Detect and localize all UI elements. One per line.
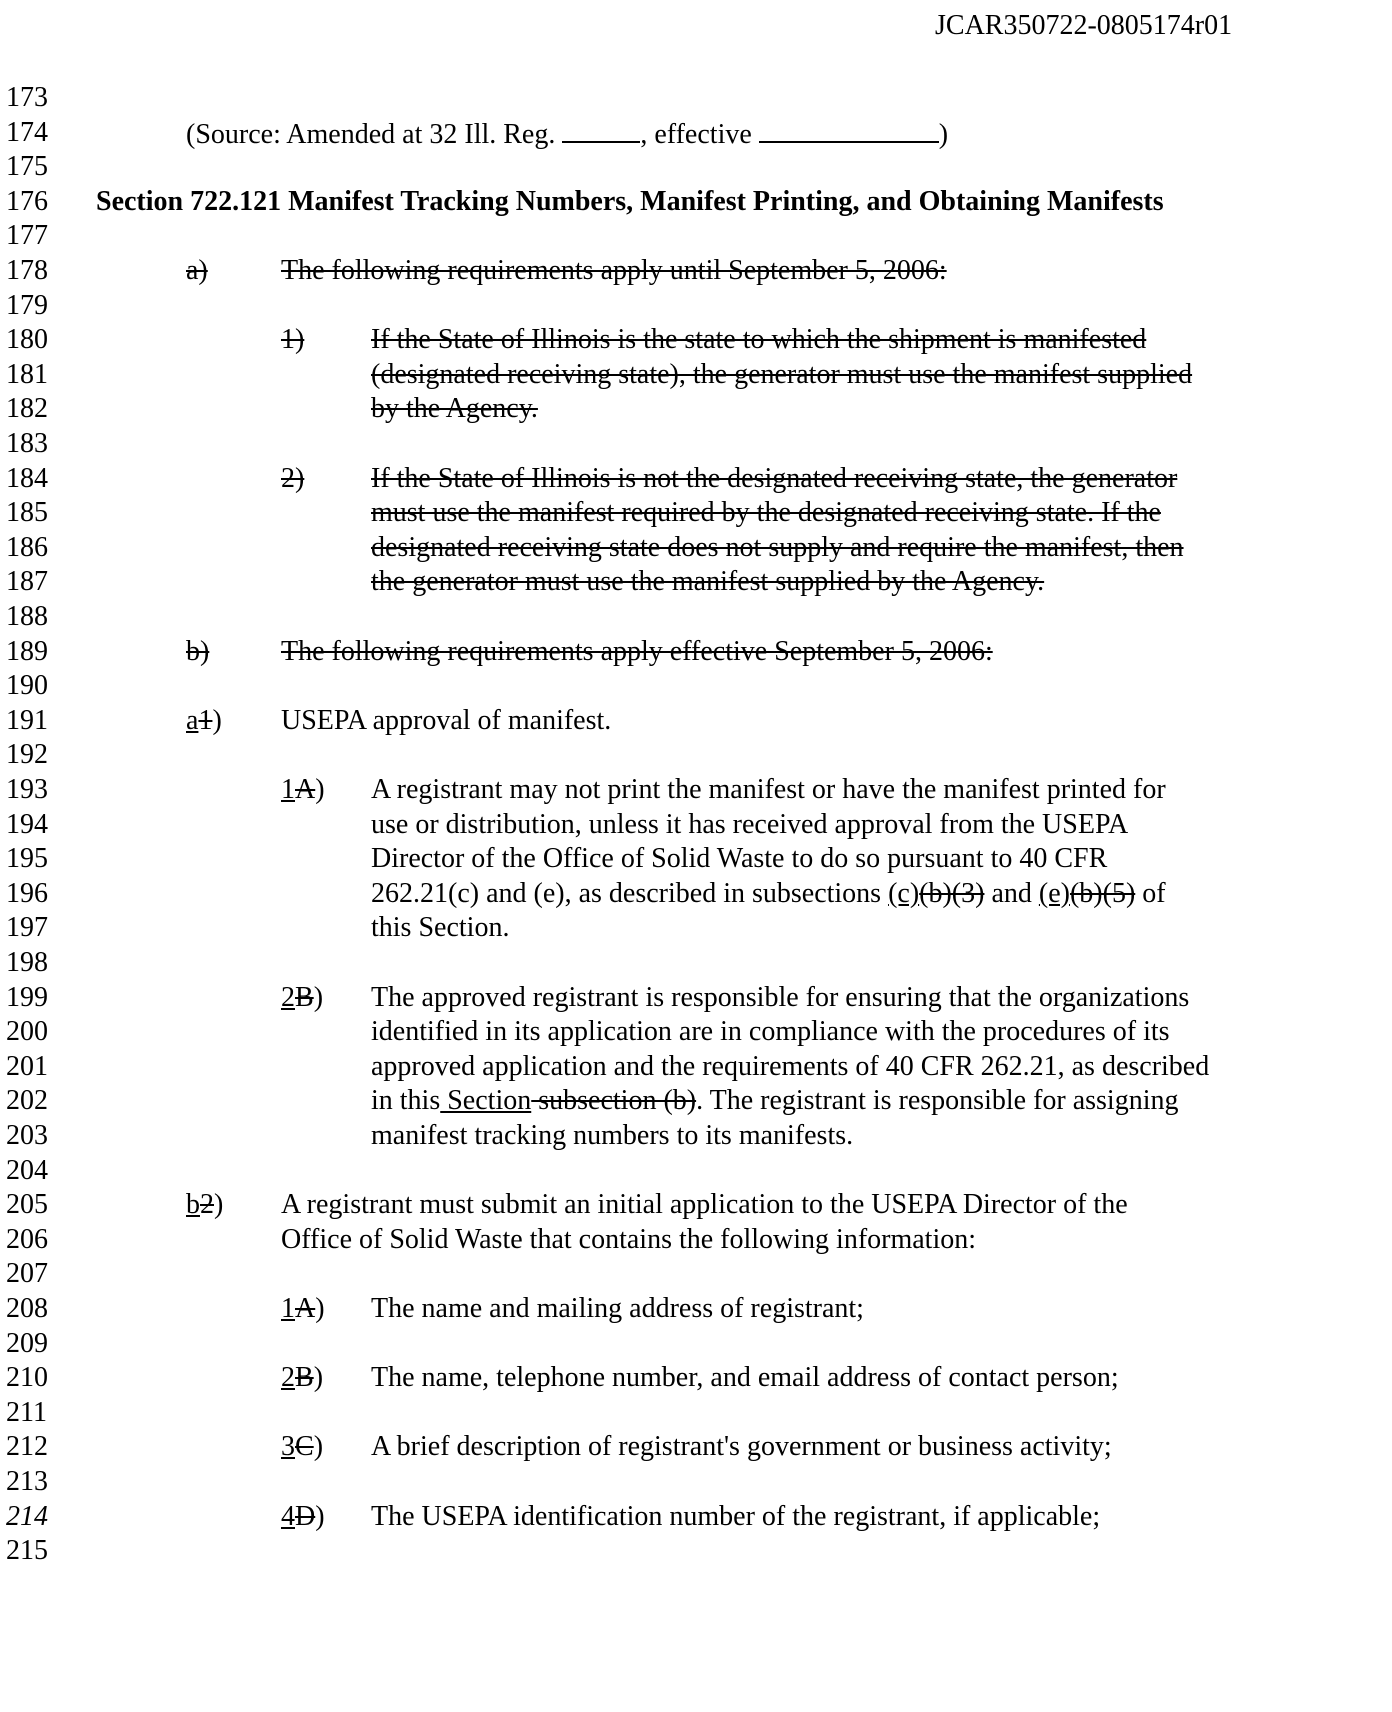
document-line bbox=[0, 1258, 1392, 1294]
text-run: The approved registrant is responsible for ensuring that the organizations bbox=[371, 981, 1190, 1013]
text-run: ) bbox=[313, 981, 324, 1013]
line-number: 192 bbox=[6, 739, 48, 771]
text-run: A registrant must submit an initial application to the USEPA Director of the bbox=[281, 1189, 1128, 1221]
line-text bbox=[371, 912, 509, 944]
text-run: use or distribution, unless it has received approval from the USEPA bbox=[371, 808, 1129, 840]
deleted-text: must use the manifest required by the designated receiving state. If the bbox=[371, 497, 1161, 529]
line-text bbox=[371, 566, 1044, 598]
document-line bbox=[0, 809, 1392, 845]
document-line bbox=[0, 1431, 1392, 1467]
line-text bbox=[281, 705, 611, 737]
document-line bbox=[0, 393, 1392, 429]
line-number: 210 bbox=[6, 1362, 48, 1394]
line-text bbox=[371, 1501, 1100, 1533]
text-run: approved application and the requirements of 40 CFR 262.21, as described bbox=[371, 1050, 1210, 1082]
deleted-text: 2) bbox=[281, 462, 305, 494]
line-text bbox=[281, 255, 947, 287]
inserted-text: b bbox=[186, 1189, 200, 1221]
document-line bbox=[0, 774, 1392, 810]
line-number: 191 bbox=[6, 704, 48, 736]
deleted-text: C bbox=[295, 1431, 314, 1463]
line-number: 180 bbox=[6, 324, 48, 356]
document-line bbox=[0, 1155, 1392, 1191]
line-number: 206 bbox=[6, 1223, 48, 1255]
line-text bbox=[371, 1362, 1119, 1394]
line-number: 215 bbox=[6, 1535, 48, 1567]
line-number: 174 bbox=[6, 116, 48, 148]
document-line bbox=[0, 186, 1392, 222]
line-text bbox=[281, 324, 304, 356]
line-text bbox=[371, 497, 1161, 529]
line-text bbox=[281, 774, 325, 806]
line-number: 182 bbox=[6, 393, 48, 425]
line-number: 194 bbox=[6, 808, 48, 840]
deleted-text: B bbox=[295, 981, 314, 1013]
line-number: 199 bbox=[6, 981, 48, 1013]
line-number: 190 bbox=[6, 670, 48, 702]
inserted-text: 2 bbox=[281, 1362, 295, 1394]
deleted-text: The following requirements apply until September 5, 2006: bbox=[281, 255, 947, 286]
inserted-text: 2 bbox=[281, 981, 295, 1013]
text-run: Director of the Office of Solid Waste to do so pursuant to 40 CFR bbox=[371, 843, 1108, 875]
line-number: 214 bbox=[6, 1500, 48, 1532]
deleted-text: the generator must use the manifest supplied by the Agency. bbox=[371, 566, 1045, 598]
deleted-text: 1) bbox=[281, 324, 305, 356]
line-number: 185 bbox=[6, 497, 48, 529]
line-number: 202 bbox=[6, 1085, 48, 1117]
document-line bbox=[0, 1535, 1392, 1571]
document-line bbox=[0, 947, 1392, 983]
deleted-text: (b)(5) bbox=[1069, 877, 1136, 909]
document-line bbox=[0, 566, 1392, 602]
line-text bbox=[371, 532, 1184, 564]
line-text bbox=[281, 1293, 325, 1325]
line-text bbox=[281, 1431, 323, 1463]
text-run: . The registrant is responsible for assigning bbox=[696, 1085, 1179, 1117]
text-run: Section 722.121 Manifest Tracking Numbers, Manifest Printing, and Obtaining Manifests bbox=[96, 185, 1164, 217]
line-number: 189 bbox=[6, 635, 48, 667]
line-text bbox=[186, 705, 222, 737]
document-line bbox=[0, 705, 1392, 741]
text-run: identified in its application are in compliance with the procedures of its bbox=[371, 1016, 1170, 1048]
text-run: USEPA approval of manifest. bbox=[281, 704, 612, 736]
document-line bbox=[0, 463, 1392, 499]
document-line bbox=[0, 982, 1392, 1018]
document-line bbox=[0, 1189, 1392, 1225]
text-run: ) bbox=[315, 1293, 325, 1324]
inserted-text: (c) bbox=[888, 877, 920, 909]
line-text bbox=[371, 878, 1166, 910]
line-number: 203 bbox=[6, 1120, 48, 1151]
text-run: ) bbox=[212, 704, 222, 736]
line-number: 196 bbox=[6, 877, 48, 909]
text-run: and bbox=[984, 877, 1039, 909]
line-text bbox=[281, 982, 323, 1014]
deleted-text: B bbox=[295, 1362, 314, 1394]
document-line bbox=[0, 1016, 1392, 1052]
text-run: 262.21(c) and (e), as described in subsections bbox=[371, 877, 889, 909]
register-number-blank bbox=[562, 117, 640, 143]
line-text bbox=[186, 117, 948, 151]
text-run: ) bbox=[315, 774, 325, 805]
text-run: manifest tracking numbers to its manifests. bbox=[371, 1120, 854, 1151]
line-number: 173 bbox=[6, 82, 48, 113]
document-line bbox=[0, 532, 1392, 568]
line-text bbox=[371, 324, 1146, 356]
line-number: 200 bbox=[6, 1016, 48, 1048]
inserted-text: 4 bbox=[281, 1500, 295, 1532]
line-text bbox=[371, 982, 1189, 1014]
document-line bbox=[0, 1466, 1392, 1502]
line-number: 205 bbox=[6, 1189, 48, 1221]
line-text bbox=[281, 1224, 976, 1256]
line-number: 193 bbox=[6, 774, 48, 805]
document-line bbox=[0, 428, 1392, 464]
line-text bbox=[186, 1189, 223, 1221]
text-run: of bbox=[1135, 877, 1166, 909]
document-line bbox=[0, 151, 1392, 187]
text-run: in this bbox=[371, 1085, 441, 1117]
inserted-text: a bbox=[186, 704, 199, 736]
inserted-text: 1 bbox=[281, 774, 295, 805]
line-text bbox=[186, 255, 208, 287]
line-number: 207 bbox=[6, 1258, 48, 1290]
deleted-text: a) bbox=[186, 255, 208, 286]
deleted-text: A bbox=[295, 774, 316, 805]
deleted-text: designated receiving state does not supply and require the manifest, then bbox=[371, 531, 1184, 563]
document-line bbox=[0, 359, 1392, 395]
document-line bbox=[0, 1224, 1392, 1260]
line-number: 188 bbox=[6, 601, 48, 632]
document-line bbox=[0, 739, 1392, 775]
deleted-text: If the State of Illinois is the state to which the shipment is manifested bbox=[371, 324, 1147, 356]
deleted-text: D bbox=[295, 1500, 316, 1532]
line-number: 209 bbox=[6, 1327, 48, 1359]
line-number: 178 bbox=[6, 255, 48, 286]
document-line bbox=[0, 117, 1392, 153]
line-number: 213 bbox=[6, 1466, 48, 1497]
inserted-text: 1 bbox=[281, 1293, 295, 1324]
document-line bbox=[0, 1085, 1392, 1121]
document-line bbox=[0, 636, 1392, 672]
line-number: 204 bbox=[6, 1154, 48, 1186]
text-run: A brief description of registrant's government or business activity; bbox=[371, 1431, 1112, 1463]
document-line bbox=[0, 1328, 1392, 1364]
document-line bbox=[0, 601, 1392, 637]
document-line bbox=[0, 1051, 1392, 1087]
text-run: The name and mailing address of registrant; bbox=[371, 1293, 864, 1324]
line-text bbox=[371, 463, 1177, 495]
line-number: 186 bbox=[6, 531, 48, 563]
line-text bbox=[281, 463, 304, 495]
line-text bbox=[96, 186, 1164, 218]
line-number: 198 bbox=[6, 947, 48, 978]
deleted-text: 2 bbox=[200, 1189, 214, 1221]
document-id-header: JCAR350722-0805174r01 bbox=[935, 10, 1233, 41]
deleted-text: A bbox=[295, 1293, 316, 1324]
line-text bbox=[371, 843, 1107, 875]
deleted-text: The following requirements apply effective September 5, 2006: bbox=[281, 635, 993, 667]
line-number: 184 bbox=[6, 462, 48, 494]
document-line bbox=[0, 912, 1392, 948]
document-line bbox=[0, 290, 1392, 326]
effective-date-blank bbox=[759, 117, 939, 143]
document-line bbox=[0, 843, 1392, 879]
deleted-text: (b)(3) bbox=[919, 877, 985, 909]
line-text bbox=[281, 636, 993, 668]
text-run: The name, telephone number, and email address of contact person; bbox=[371, 1362, 1119, 1394]
text-run: , effective bbox=[640, 118, 759, 150]
line-text bbox=[371, 1293, 864, 1325]
line-text bbox=[371, 774, 1166, 806]
text-run: A registrant may not print the manifest or have the manifest printed for bbox=[371, 774, 1166, 805]
document-line bbox=[0, 1120, 1392, 1156]
text-run: (Source: Amended at 32 Ill. Reg. bbox=[186, 118, 563, 150]
document-line bbox=[0, 220, 1392, 256]
deleted-text: 1 bbox=[198, 704, 213, 736]
line-number: 175 bbox=[6, 151, 48, 183]
document-line bbox=[0, 1362, 1392, 1398]
text-run: ) bbox=[938, 118, 949, 150]
line-text bbox=[281, 1501, 325, 1533]
text-run: this Section. bbox=[371, 912, 510, 944]
deleted-text: If the State of Illinois is not the designated receiving state, the generator bbox=[371, 462, 1178, 494]
document-line bbox=[0, 255, 1392, 291]
document-line bbox=[0, 1293, 1392, 1329]
line-text bbox=[371, 393, 538, 425]
document-line bbox=[0, 1501, 1392, 1537]
line-text bbox=[281, 1362, 323, 1394]
text-run: ) bbox=[313, 1362, 324, 1394]
line-text bbox=[186, 636, 209, 668]
document-line bbox=[0, 670, 1392, 706]
line-text bbox=[371, 359, 1192, 391]
line-number: 181 bbox=[6, 358, 48, 390]
inserted-text: Section bbox=[440, 1085, 532, 1117]
deleted-text: subsection (b) bbox=[531, 1085, 697, 1117]
document-line bbox=[0, 497, 1392, 533]
line-text bbox=[371, 809, 1128, 841]
text-run: ) bbox=[214, 1189, 224, 1221]
line-number: 211 bbox=[6, 1396, 47, 1428]
inserted-text: (e) bbox=[1038, 877, 1070, 909]
document-line bbox=[0, 82, 1392, 118]
deleted-text: b) bbox=[186, 635, 210, 667]
line-number: 183 bbox=[6, 428, 48, 459]
document-line bbox=[0, 1397, 1392, 1433]
line-text bbox=[371, 1085, 1179, 1117]
deleted-text: (designated receiving state), the generator must use the manifest supplied bbox=[371, 358, 1193, 390]
line-text bbox=[371, 1120, 853, 1152]
line-number: 195 bbox=[6, 843, 48, 875]
text-run: Office of Solid Waste that contains the following information: bbox=[281, 1223, 977, 1255]
line-number: 179 bbox=[6, 289, 48, 321]
line-text bbox=[371, 1016, 1170, 1048]
line-number: 208 bbox=[6, 1293, 48, 1324]
line-text bbox=[371, 1431, 1112, 1463]
line-number: 197 bbox=[6, 912, 48, 944]
inserted-text: 3 bbox=[281, 1431, 295, 1463]
line-number: 187 bbox=[6, 566, 48, 598]
line-text bbox=[281, 1189, 1128, 1221]
line-text bbox=[371, 1051, 1209, 1083]
document-line bbox=[0, 324, 1392, 360]
text-run: ) bbox=[313, 1431, 324, 1463]
line-number: 201 bbox=[6, 1050, 48, 1082]
text-run: The USEPA identification number of the registrant, if applicable; bbox=[371, 1500, 1101, 1532]
document-line bbox=[0, 878, 1392, 914]
text-run: ) bbox=[315, 1500, 325, 1532]
line-number: 176 bbox=[6, 185, 48, 217]
line-number: 177 bbox=[6, 220, 48, 252]
deleted-text: by the Agency. bbox=[371, 393, 538, 425]
line-number: 212 bbox=[6, 1431, 48, 1463]
